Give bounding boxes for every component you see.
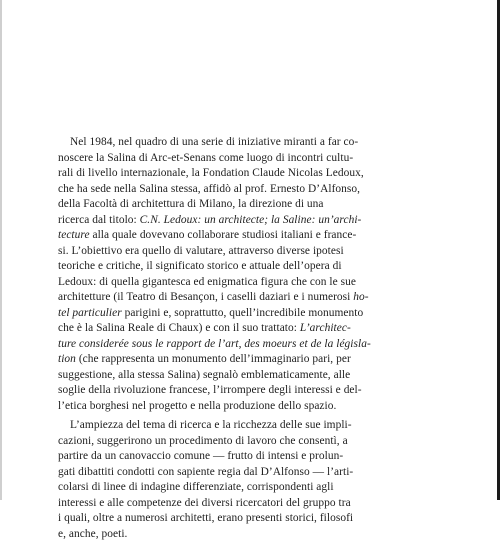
page-left-edge [0,0,2,500]
text-line [58,244,468,260]
text-line [58,228,468,244]
text-run: i quali, oltre a numerosi architetti, erano presenti storici, filosofi [58,512,353,524]
text-line [58,434,468,450]
text-line [58,368,468,384]
text-line [58,135,468,151]
text-run: che ha sede nella Salina stessa, affidò al prof. Ernesto D’Alfonso, [58,183,360,195]
text-run: architetture (il Teatro di Besançon, i caselli daziari e i numerosi [58,291,353,303]
text-run: interessi e alle competenze dei diversi ricercatori del gruppo tra [58,497,351,509]
italic-text: tion [58,353,76,365]
italic-text: tel particulier [58,307,122,319]
italic-text: tecture [58,229,90,241]
text-line [58,321,468,337]
text-run: colarsi di linee di indagine differenziate, corrispondenti agli [58,481,334,493]
text-line [58,182,468,198]
text-run: ricerca dal titolo: [58,214,140,226]
text-line [58,527,468,542]
text-line [58,383,468,399]
text-line [58,197,468,213]
italic-text: C.N. Ledoux: un architecte; la Saline: un’archi- [140,214,362,226]
text-run: noscere la Salina di Arc-et-Senans come luogo di incontri cultu- [58,152,353,164]
text-run: L’ampiezza del tema di ricerca e la ricchezza delle sue impli- [70,419,352,431]
text-line [58,275,468,291]
text-line [58,213,468,229]
text-line [58,306,468,322]
text-line [58,399,468,415]
italic-text: ture considerée sous le rapport de l’art, des moeurs et de la législa- [58,338,371,350]
text-run: Nel 1984, nel quadro di una serie di iniziative miranti a far co- [70,136,358,148]
text-run: della Facoltà di architettura di Milano, la direzione di una [58,198,324,210]
text-line [58,449,468,465]
text-line [58,465,468,481]
text-run: partire da un canovaccio comune — frutto di intensi e prolun- [58,450,343,462]
text-line [58,418,468,434]
text-run: cazioni, suggerirono un procedimento di lavoro che consentì, a [58,435,348,447]
text-run: e, anche, poeti. [58,528,127,540]
text-run: parigini e, soprattutto, quell’incredibile monumento [122,307,363,319]
text-line [58,259,468,275]
text-line [58,337,468,353]
text-run: l’etica borghesi nel progetto e nella produzione dello spazio. [58,400,336,412]
text-run: rali di livello internazionale, la Fondation Claude Nicolas Ledoux, [58,167,364,179]
text-run: Ledoux: di quella gigantesca ed enigmatica figura che con le sue [58,276,356,288]
text-line [58,290,468,306]
text-run: si. L’obiettivo era quello di valutare, attraverso diverse ipotesi [58,245,344,257]
text-line [58,511,468,527]
text-line [58,352,468,368]
text-line [58,480,468,496]
italic-text: ho- [353,291,368,303]
text-run: (che rappresenta un monumento dell’immaginario pari, per [76,353,351,365]
text-line [58,496,468,512]
text-run: suggestione, alla stessa Salina) segnalò emblematicamente, alle [58,369,350,381]
text-line [58,151,468,167]
body-text [58,135,468,542]
text-run: soglie della rivoluzione francese, l’irrompere degli interessi e del- [58,384,362,396]
text-run: teoriche e critiche, il significato storico e attuale dell’opera di [58,260,342,272]
text-run: che è la Salina Reale di Chaux) e con il suo trattato: [58,322,300,334]
text-run: alla quale dovevano collaborare studiosi italiani e france- [90,229,357,241]
text-line [58,166,468,182]
italic-text: L’architec- [300,322,351,334]
text-run: gati dibattiti condotti con sapiente regia dal D’Alfonso — l’arti- [58,466,353,478]
